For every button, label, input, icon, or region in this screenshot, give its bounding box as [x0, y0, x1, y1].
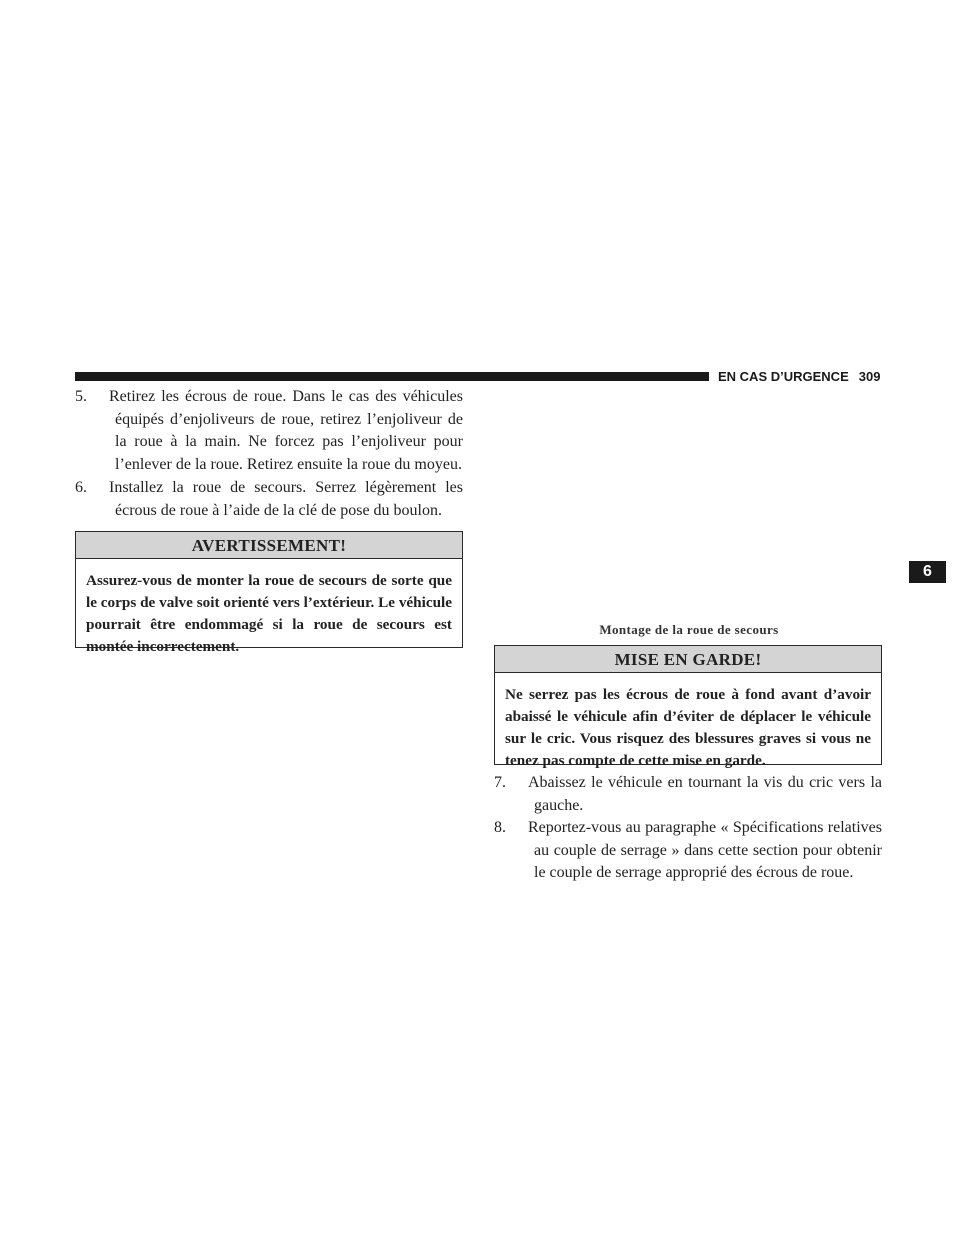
figure-caption: Montage de la roue de secours	[599, 622, 779, 637]
warning-title: AVERTISSEMENT!	[76, 532, 462, 559]
step-text: Reportez-vous au paragraphe « Spécifications relatives au couple de serrage » dans cette section pour obtenir le couple de serrage approprié des écrous de roue.	[528, 819, 882, 881]
page-number: 309	[858, 369, 881, 384]
step-number: 7.	[494, 774, 506, 791]
step-8	[494, 817, 882, 885]
caution-text: Ne serrez pas les écrous de roue à fond avant d’avoir abaissé le véhicule afin d’éviter de déplacer le véhicule sur le cric. Vous risquez des blessures graves si vous ne tenez pas compte de cette mise en garde.	[505, 686, 871, 769]
step-text: Installez la roue de secours. Serrez légèrement les écrous de roue à l’aide de la clé de pose du boulon.	[109, 479, 463, 519]
step-5	[75, 386, 463, 476]
caution-title: MISE EN GARDE!	[495, 646, 881, 673]
step-7	[494, 772, 882, 817]
step-number: 6.	[75, 479, 87, 496]
warning-text: Assurez-vous de monter la roue de secours de sorte que le corps de valve soit orienté vers l’extérieur. Le véhicule pourrait être endommagé si la roue de secours est montée incorrectement.	[86, 572, 452, 655]
step-text: Abaissez le véhicule en tournant la vis du cric vers la gauche.	[528, 774, 882, 814]
step-number: 8.	[494, 819, 506, 836]
caution-box	[494, 645, 882, 769]
section-title: EN CAS D’URGENCE	[718, 369, 849, 384]
warning-box	[75, 531, 463, 655]
running-header	[718, 368, 898, 386]
step-number: 5.	[75, 388, 87, 405]
header-rule	[75, 372, 709, 381]
chapter-tab: 6	[909, 561, 946, 583]
step-text: Retirez les écrous de roue. Dans le cas des véhicules équipés d’enjoliveurs de roue, retirez l’enjoliveur de la roue à la main. Ne forcez pas l’enjoliveur pour l’enlever de la roue. Retirez ensuite la roue du moyeu.	[109, 388, 463, 473]
step-6	[75, 477, 463, 522]
